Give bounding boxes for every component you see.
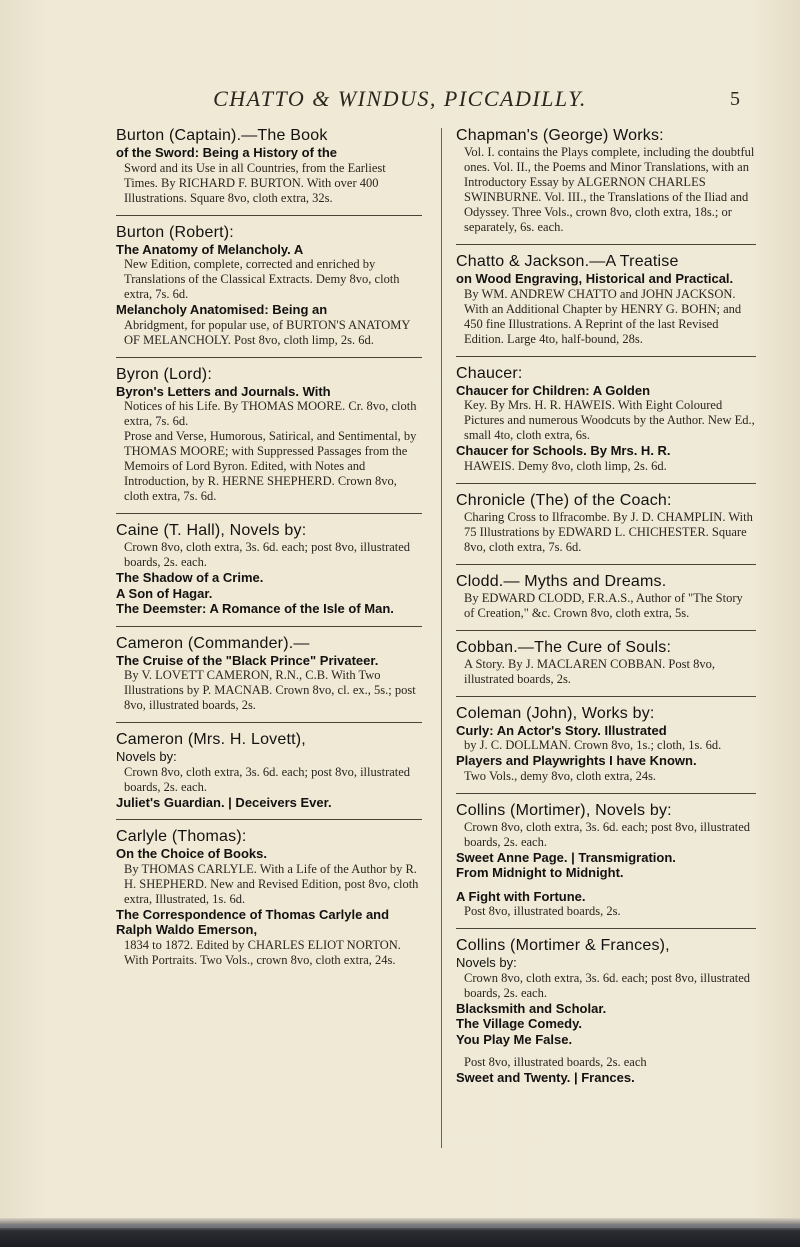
catalogue-entry xyxy=(116,126,422,206)
catalogue-entry xyxy=(456,244,756,347)
book-title: Sweet and Twenty. | Frances. xyxy=(456,1070,635,1085)
book-description: Key. By Mrs. H. R. HAWEIS. With Eight Coloured Pictures and numerous Woodcuts by the Author. New Ed., small 4to, cloth extra, 6s. xyxy=(464,398,755,442)
entry-heading: Byron (Lord): xyxy=(116,365,212,383)
catalogue-entry xyxy=(116,722,422,810)
entry-heading: Carlyle (Thomas): xyxy=(116,828,247,845)
book-title: on Wood Engraving, Historical and Practical. xyxy=(456,271,734,286)
catalogue-entry xyxy=(456,696,756,784)
book-title: You Play Me False. xyxy=(456,1031,573,1047)
entry-subheading: Novels by: xyxy=(116,749,177,764)
book-description: Two Vols., demy 8vo, cloth extra, 24s. xyxy=(464,768,657,783)
page-number: 5 xyxy=(730,88,740,110)
book-description: By THOMAS CARLYLE. With a Life of the Author by R. H. SHEPHERD. New and Revised Edition, post 8vo, cloth extra, Illustrated, 1s. 6d. xyxy=(124,861,419,906)
entry-heading: Chatto & Jackson.—A Treatise xyxy=(456,253,679,270)
book-title: Curly: An Actor's Story. Illustrated xyxy=(456,722,667,738)
book-description: by J. C. DOLLMAN. Crown 8vo, 1s.; cloth, 1s. 6d. xyxy=(464,738,722,752)
book-title: The Cruise of the "Black Prince" Privateer. xyxy=(116,652,379,668)
book-title: The Village Comedy. xyxy=(456,1016,582,1031)
book-title: A Fight with Fortune. xyxy=(456,888,586,904)
catalogue-entry xyxy=(116,819,422,968)
right-column xyxy=(456,126,756,1095)
book-description: Post 8vo, illustrated boards, 2s. xyxy=(464,904,621,918)
book-description: Charing Cross to Ilfracombe. By J. D. CHAMPLIN. With 75 Illustrations by EDWARD L. CHICHESTER. Square 8vo, cloth extra, 7s. 6d. xyxy=(464,509,753,554)
entry-subheading: Novels by: xyxy=(456,955,517,970)
catalogue-entry xyxy=(116,215,422,348)
catalogue-entry xyxy=(456,356,756,474)
book-description: Vol. I. contains the Plays complete, including the doubtful ones. Vol. II., the Poems and Minor Translations, with an Introductory Essay by ALGERNON CHARLES SWINBURNE. Vol. III., the Translations of the Iliad and Odyssey. Three Vols., crown 8vo, cloth extra, 18s.; or separately, 6s. each. xyxy=(464,145,755,234)
catalogue-entry xyxy=(116,513,422,617)
scanner-edge-strip xyxy=(0,1218,800,1247)
book-description: By WM. ANDREW CHATTO and JOHN JACKSON. With an Additional Chapter by HENRY G. BOHN; and 450 fine Illustrations. A Reprint of the last Revised Edition. Large 4to, half-bound, 28s. xyxy=(464,286,742,346)
book-title: The Correspondence of Thomas Carlyle and Ralph Waldo Emerson, xyxy=(116,906,390,937)
book-description: Notices of his Life. By THOMAS MOORE. Cr. 8vo, cloth extra, 7s. 6d. xyxy=(124,399,417,428)
book-title: Blacksmith and Scholar. xyxy=(456,1000,607,1016)
book-title: Players and Playwrights I have Known. xyxy=(456,753,697,768)
book-title: On the Choice of Books. xyxy=(116,846,267,861)
book-title: A Son of Hagar. xyxy=(116,585,213,601)
book-description: By EDWARD CLODD, F.R.A.S., Author of "The Story of Creation," &c. Crown 8vo, cloth extra, 5s. xyxy=(464,590,743,620)
column-divider xyxy=(441,128,442,1148)
catalogue-entry xyxy=(456,483,756,555)
entry-heading: Chapman's (George) Works: xyxy=(456,127,664,144)
entry-heading: Coleman (John), Works by: xyxy=(456,704,655,722)
publisher-header-title: CHATTO & WINDUS, PICCADILLY. xyxy=(213,86,587,111)
entry-heading: Burton (Captain).—The Book xyxy=(116,127,328,144)
entry-heading: Chronicle (The) of the Coach: xyxy=(456,491,672,509)
book-title: From Midnight to Midnight. xyxy=(456,865,624,880)
running-header xyxy=(0,86,800,116)
book-description: Post 8vo, illustrated boards, 2s. each xyxy=(464,1055,647,1069)
book-title: Chaucer for Children: A Golden xyxy=(456,382,651,398)
book-description: 1834 to 1872. Edited by CHARLES ELIOT NORTON. With Portraits. Two Vols., crown 8vo, cloth extra, 24s. xyxy=(124,937,401,967)
book-description: Crown 8vo, cloth extra, 3s. 6d. each; post 8vo, illustrated boards, 2s. each. xyxy=(464,970,751,1000)
book-description: A Story. By J. MACLAREN COBBAN. Post 8vo, illustrated boards, 2s. xyxy=(464,656,715,686)
book-description: Crown 8vo, cloth extra, 3s. 6d. each; post 8vo, illustrated boards, 2s. each. xyxy=(464,819,751,849)
entry-spacer xyxy=(456,881,756,889)
book-description: Crown 8vo, cloth extra, 3s. 6d. each; post 8vo, illustrated boards, 2s. each. xyxy=(124,764,411,794)
book-title: Juliet's Guardian. | Deceivers Ever. xyxy=(116,794,332,810)
book-description: Abridgment, for popular use, of BURTON'S ANATOMY OF MELANCHOLY. Post 8vo, cloth limp, 2s. 6d. xyxy=(124,317,410,347)
entry-heading: Clodd.— Myths and Dreams. xyxy=(456,572,667,590)
entry-heading: Cobban.—The Cure of Souls: xyxy=(456,638,672,656)
entry-heading: Cameron (Commander).— xyxy=(116,634,310,652)
book-title: Chaucer for Schools. By Mrs. H. R. xyxy=(456,443,671,458)
scanner-edge-band xyxy=(0,1224,800,1228)
book-description: By V. LOVETT CAMERON, R.N., C.B. With Two Illustrations by P. MACNAB. Crown 8vo, cl. ex., 5s.; post 8vo, illustrated boards, 2s. xyxy=(124,668,416,712)
book-title: Melancholy Anatomised: Being an xyxy=(116,302,328,317)
book-description: Prose and Verse, Humorous, Satirical, and Sentimental, by THOMAS MOORE; with Suppressed Passages from the Memoirs of Lord Byron. Edited, with Notes and Introduction, by R. HERNE SHEPHERD. Crown 8vo, cloth extra, 7s. 6d. xyxy=(124,429,417,503)
entry-heading: Chaucer: xyxy=(456,364,523,382)
book-description: Crown 8vo, cloth extra, 3s. 6d. each; post 8vo, illustrated boards, 2s. each. xyxy=(124,540,411,569)
left-column xyxy=(116,126,422,977)
book-title: The Anatomy of Melancholy. A xyxy=(116,241,304,257)
book-title: Sweet Anne Page. | Transmigration. xyxy=(456,849,676,865)
entry-spacer xyxy=(456,1047,756,1055)
book-title: Byron's Letters and Journals. With xyxy=(116,383,331,399)
catalogue-entry xyxy=(456,564,756,621)
entry-heading: Cameron (Mrs. H. Lovett), xyxy=(116,731,306,748)
book-description: New Edition, complete, corrected and enriched by Translations of the Classical Extracts. Demy 8vo, cloth extra, 7s. 6d. xyxy=(124,257,400,301)
book-title: of the Sword: Being a History of the xyxy=(116,145,338,160)
catalogue-entry xyxy=(116,357,422,505)
entry-heading: Caine (T. Hall), Novels by: xyxy=(116,522,307,539)
book-description: HAWEIS. Demy 8vo, cloth limp, 2s. 6d. xyxy=(464,458,667,473)
catalogue-entry xyxy=(456,928,756,1086)
catalogue-entry xyxy=(456,126,756,235)
entry-heading: Collins (Mortimer), Novels by: xyxy=(456,801,672,819)
entry-heading: Burton (Robert): xyxy=(116,223,234,241)
book-title: The Deemster: A Romance of the Isle of Man. xyxy=(116,601,394,616)
book-description: Sword and its Use in all Countries, from the Earliest Times. By RICHARD F. BURTON. With over 400 Illustrations. Square 8vo, cloth extra, 32s. xyxy=(124,160,386,205)
book-title: The Shadow of a Crime. xyxy=(116,570,264,585)
catalogue-entry xyxy=(456,630,756,687)
entry-heading: Collins (Mortimer & Frances), xyxy=(456,937,670,954)
catalogue-entry xyxy=(456,793,756,920)
catalogue-entry xyxy=(116,626,422,714)
